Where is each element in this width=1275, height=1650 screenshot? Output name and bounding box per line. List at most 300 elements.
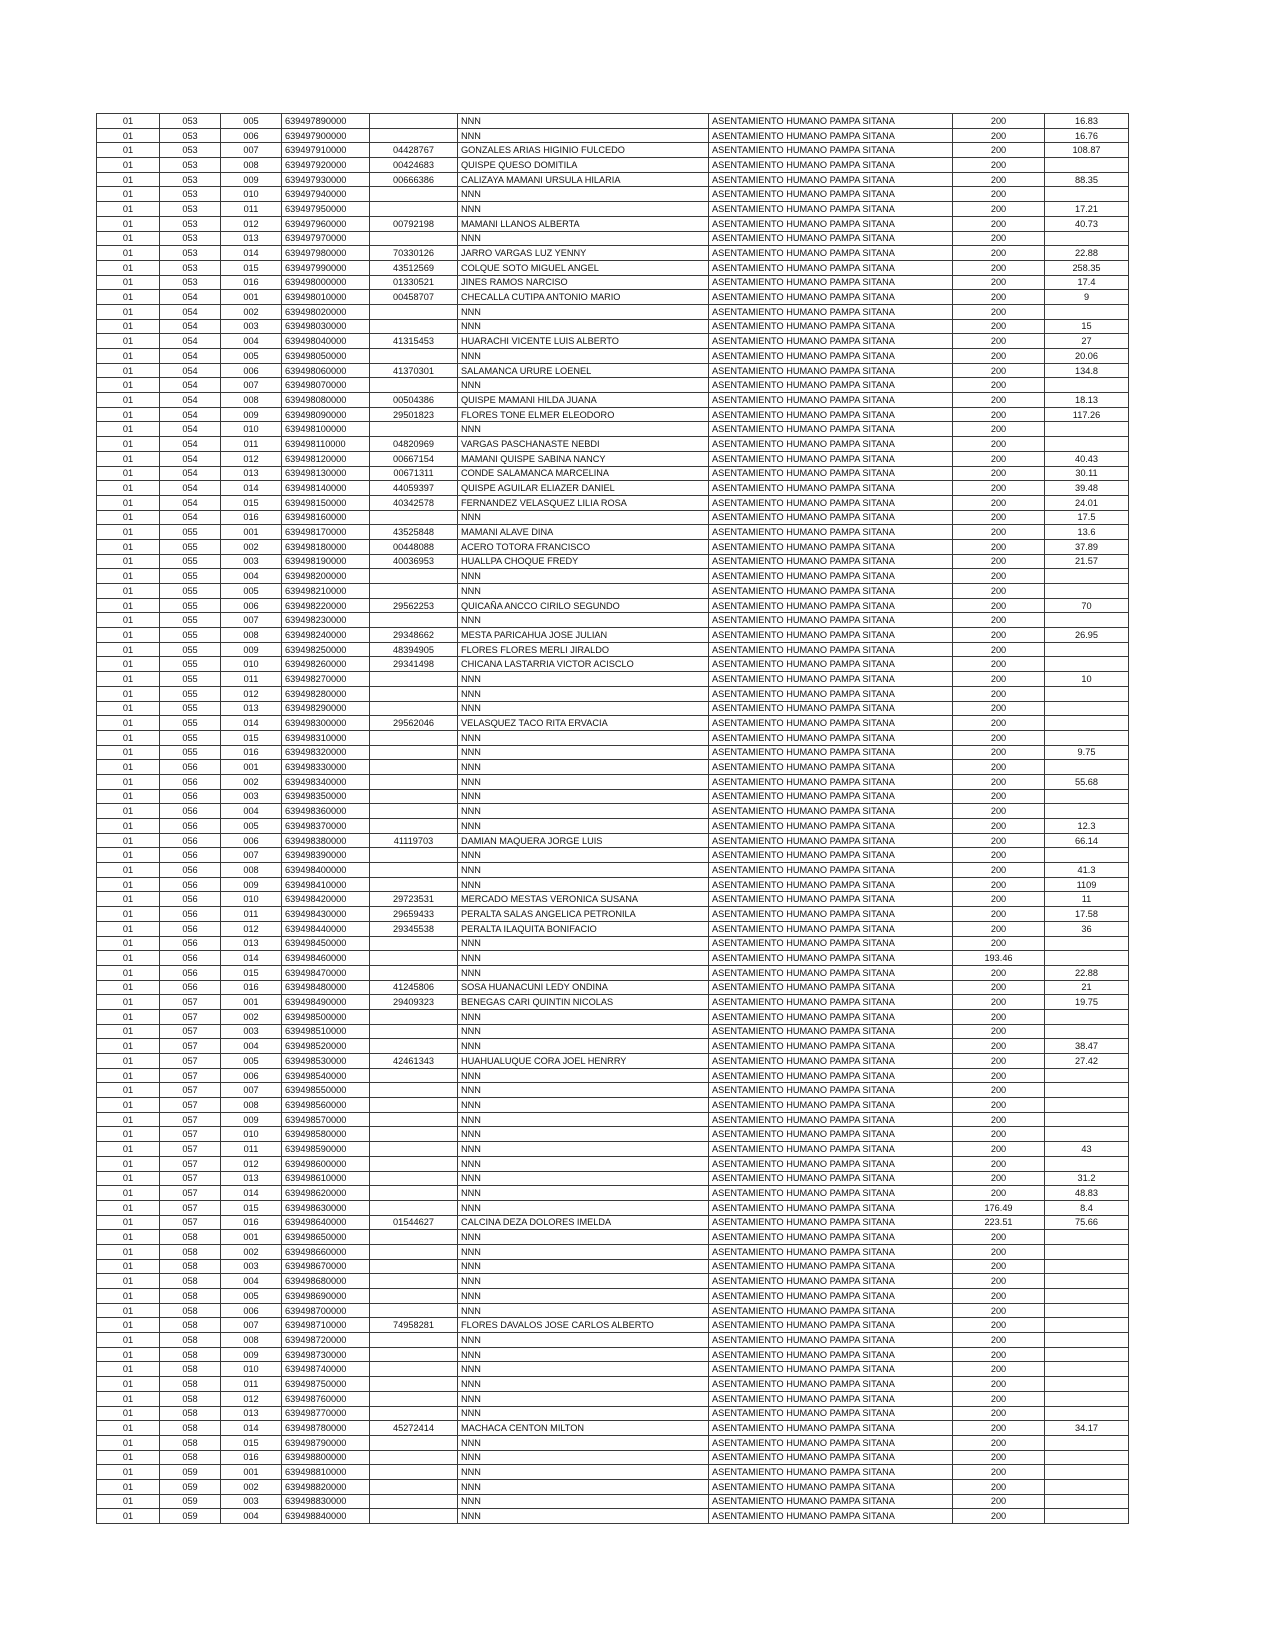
cell-area: 200 [953,481,1045,496]
cell-code: 639498600000 [282,1156,370,1171]
table-row [97,804,1129,819]
cell-code: 639498230000 [282,613,370,628]
cell-lot: 011 [221,437,282,452]
cell-address: ASENTAMIENTO HUMANO PAMPA SITANA [709,1303,953,1318]
cell-area: 200 [953,613,1045,628]
cell-dept: 01 [97,1112,160,1127]
cell-code: 639497920000 [282,158,370,173]
cell-dept: 01 [97,1435,160,1450]
cell-built-area [1045,686,1129,701]
cell-dept: 01 [97,569,160,584]
cell-dept: 01 [97,686,160,701]
cell-code: 639498520000 [282,1039,370,1054]
cell-sector: 057 [160,1186,221,1201]
cell-area: 200 [953,363,1045,378]
cell-owner-name: NNN [458,1142,709,1157]
cell-lot: 007 [221,378,282,393]
cell-dni [370,1347,458,1362]
cell-built-area: 21 [1045,980,1129,995]
cell-dept: 01 [97,951,160,966]
cell-lot: 013 [221,466,282,481]
table-row [97,1186,1129,1201]
cell-lot: 015 [221,965,282,980]
cell-built-area [1045,1112,1129,1127]
cell-dept: 01 [97,202,160,217]
cell-owner-name: NNN [458,1244,709,1259]
cell-dni: 00666386 [370,172,458,187]
cell-owner-name: GONZALES ARIAS HIGINIO FULCEDO [458,143,709,158]
cell-built-area: 27.42 [1045,1054,1129,1069]
cell-owner-name: CHECALLA CUTIPA ANTONIO MARIO [458,290,709,305]
cell-built-area: 55.68 [1045,774,1129,789]
table-row [97,143,1129,158]
cell-area: 193.46 [953,951,1045,966]
cell-owner-name: NNN [458,1406,709,1421]
cell-dni: 04820969 [370,437,458,452]
cell-lot: 012 [221,686,282,701]
cell-sector: 056 [160,804,221,819]
cell-dni [370,877,458,892]
table-row [97,951,1129,966]
cell-lot: 010 [221,1362,282,1377]
cell-dept: 01 [97,1333,160,1348]
cell-sector: 056 [160,951,221,966]
cell-owner-name: NNN [458,848,709,863]
table-body [97,114,1129,1524]
cell-owner-name: NNN [458,774,709,789]
cell-address: ASENTAMIENTO HUMANO PAMPA SITANA [709,921,953,936]
cell-dept: 01 [97,921,160,936]
cell-code: 639498240000 [282,628,370,643]
cell-code: 639498810000 [282,1465,370,1480]
table-row [97,980,1129,995]
cell-sector: 059 [160,1479,221,1494]
cell-address: ASENTAMIENTO HUMANO PAMPA SITANA [709,1112,953,1127]
cell-sector: 056 [160,819,221,834]
cell-code: 639498020000 [282,304,370,319]
cell-lot: 004 [221,334,282,349]
cell-address: ASENTAMIENTO HUMANO PAMPA SITANA [709,231,953,246]
cell-lot: 009 [221,642,282,657]
cell-sector: 055 [160,525,221,540]
cell-built-area [1045,1098,1129,1113]
cell-area: 200 [953,260,1045,275]
cell-address: ASENTAMIENTO HUMANO PAMPA SITANA [709,598,953,613]
table-row [97,686,1129,701]
cell-code: 639498260000 [282,657,370,672]
cell-area: 200 [953,1259,1045,1274]
cell-address: ASENTAMIENTO HUMANO PAMPA SITANA [709,1024,953,1039]
cell-code: 639498420000 [282,892,370,907]
cell-built-area [1045,1509,1129,1524]
table-row [97,1024,1129,1039]
cell-built-area: 40.73 [1045,216,1129,231]
cell-code: 639497890000 [282,114,370,129]
cell-owner-name: HUARACHI VICENTE LUIS ALBERTO [458,334,709,349]
cell-dept: 01 [97,1230,160,1245]
cell-area: 200 [953,495,1045,510]
cell-address: ASENTAMIENTO HUMANO PAMPA SITANA [709,686,953,701]
cell-address: ASENTAMIENTO HUMANO PAMPA SITANA [709,628,953,643]
cell-area: 200 [953,1009,1045,1024]
cell-built-area: 36 [1045,921,1129,936]
table-row [97,246,1129,261]
cell-lot: 016 [221,1450,282,1465]
table-row [97,1259,1129,1274]
cell-lot: 014 [221,246,282,261]
cell-address: ASENTAMIENTO HUMANO PAMPA SITANA [709,965,953,980]
table-row [97,1289,1129,1304]
table-row [97,965,1129,980]
cell-lot: 010 [221,187,282,202]
cell-address: ASENTAMIENTO HUMANO PAMPA SITANA [709,1230,953,1245]
cell-dni [370,319,458,334]
cell-dept: 01 [97,833,160,848]
cell-owner-name: NNN [458,1068,709,1083]
cell-dni [370,819,458,834]
cell-sector: 055 [160,598,221,613]
table-row [97,995,1129,1010]
cell-code: 639498410000 [282,877,370,892]
cell-code: 639498390000 [282,848,370,863]
cell-area: 200 [953,158,1045,173]
cell-code: 639498350000 [282,789,370,804]
cell-owner-name: NNN [458,1171,709,1186]
cell-dept: 01 [97,613,160,628]
cell-dni [370,510,458,525]
cell-address: ASENTAMIENTO HUMANO PAMPA SITANA [709,819,953,834]
cell-dept: 01 [97,1083,160,1098]
table-row [97,936,1129,951]
cell-lot: 002 [221,1479,282,1494]
cell-code: 639498080000 [282,393,370,408]
cell-built-area: 17.4 [1045,275,1129,290]
cell-address: ASENTAMIENTO HUMANO PAMPA SITANA [709,613,953,628]
cell-code: 639498040000 [282,334,370,349]
cell-dni [370,951,458,966]
cell-dept: 01 [97,246,160,261]
cell-code: 639497960000 [282,216,370,231]
cell-code: 639498800000 [282,1450,370,1465]
cell-lot: 016 [221,510,282,525]
table-row [97,613,1129,628]
table-row [97,363,1129,378]
cell-address: ASENTAMIENTO HUMANO PAMPA SITANA [709,863,953,878]
cell-dni [370,231,458,246]
cell-code: 639498660000 [282,1244,370,1259]
cell-code: 639498680000 [282,1274,370,1289]
cell-dni: 44059397 [370,481,458,496]
cell-built-area: 20.06 [1045,349,1129,364]
cell-dept: 01 [97,1009,160,1024]
cell-code: 639498620000 [282,1186,370,1201]
cell-lot: 005 [221,584,282,599]
cell-built-area: 258.35 [1045,260,1129,275]
cell-owner-name: NNN [458,672,709,687]
cell-code: 639498590000 [282,1142,370,1157]
cell-owner-name: NNN [458,819,709,834]
cell-owner-name: NNN [458,510,709,525]
cell-dept: 01 [97,892,160,907]
cell-code: 639497980000 [282,246,370,261]
table-row [97,848,1129,863]
cell-area: 200 [953,965,1045,980]
cell-sector: 056 [160,892,221,907]
cell-owner-name: NNN [458,1465,709,1480]
cell-sector: 058 [160,1289,221,1304]
table-row [97,422,1129,437]
cell-dni [370,1509,458,1524]
cell-built-area: 17.5 [1045,510,1129,525]
cell-lot: 016 [221,275,282,290]
cell-area: 200 [953,1406,1045,1421]
cell-dept: 01 [97,848,160,863]
cell-address: ASENTAMIENTO HUMANO PAMPA SITANA [709,378,953,393]
cell-owner-name: QUICAÑA ANCCO CIRILO SEGUNDO [458,598,709,613]
cell-dni: 41119703 [370,833,458,848]
cell-area: 200 [953,422,1045,437]
cell-built-area [1045,1465,1129,1480]
cell-dept: 01 [97,657,160,672]
cell-area: 200 [953,1494,1045,1509]
cell-lot: 004 [221,1039,282,1054]
cell-code: 639498630000 [282,1200,370,1215]
cell-sector: 053 [160,114,221,129]
cell-dept: 01 [97,760,160,775]
cell-dni: 40342578 [370,495,458,510]
cell-sector: 055 [160,657,221,672]
cell-lot: 003 [221,554,282,569]
cell-area: 200 [953,995,1045,1010]
cell-lot: 010 [221,422,282,437]
cell-area: 200 [953,1289,1045,1304]
table-row [97,1274,1129,1289]
cell-built-area: 134.8 [1045,363,1129,378]
cell-area: 200 [953,1333,1045,1348]
cell-lot: 016 [221,1215,282,1230]
cell-owner-name: CONDE SALAMANCA MARCELINA [458,466,709,481]
cell-built-area [1045,422,1129,437]
cell-lot: 006 [221,598,282,613]
cell-lot: 003 [221,1494,282,1509]
cell-dept: 01 [97,1274,160,1289]
cell-sector: 059 [160,1509,221,1524]
cell-dept: 01 [97,672,160,687]
cell-sector: 053 [160,128,221,143]
cell-code: 639498290000 [282,701,370,716]
cell-lot: 009 [221,407,282,422]
cell-owner-name: NNN [458,1156,709,1171]
cell-lot: 013 [221,231,282,246]
cell-dept: 01 [97,1347,160,1362]
cell-code: 639497950000 [282,202,370,217]
cell-owner-name: QUISPE AGUILAR ELIAZER DANIEL [458,481,709,496]
cell-code: 639498000000 [282,275,370,290]
cell-area: 200 [953,877,1045,892]
cell-address: ASENTAMIENTO HUMANO PAMPA SITANA [709,510,953,525]
cell-dni [370,1465,458,1480]
cell-sector: 056 [160,965,221,980]
cell-dept: 01 [97,539,160,554]
cell-address: ASENTAMIENTO HUMANO PAMPA SITANA [709,995,953,1010]
cell-code: 639498030000 [282,319,370,334]
cell-dni: 29562253 [370,598,458,613]
cell-dni [370,1200,458,1215]
cell-address: ASENTAMIENTO HUMANO PAMPA SITANA [709,892,953,907]
cell-address: ASENTAMIENTO HUMANO PAMPA SITANA [709,349,953,364]
cell-owner-name: NNN [458,1009,709,1024]
cell-area: 200 [953,304,1045,319]
cell-lot: 015 [221,1200,282,1215]
cell-area: 200 [953,863,1045,878]
cell-dept: 01 [97,642,160,657]
cell-built-area: 40.43 [1045,451,1129,466]
cell-sector: 057 [160,1156,221,1171]
table-row [97,1494,1129,1509]
cell-address: ASENTAMIENTO HUMANO PAMPA SITANA [709,936,953,951]
cell-owner-name: MESTA PARICAHUA JOSE JULIAN [458,628,709,643]
cell-area: 200 [953,1377,1045,1392]
table-row [97,716,1129,731]
cell-sector: 055 [160,613,221,628]
cell-owner-name: MERCADO MESTAS VERONICA SUSANA [458,892,709,907]
cell-address: ASENTAMIENTO HUMANO PAMPA SITANA [709,290,953,305]
cell-lot: 013 [221,701,282,716]
cell-address: ASENTAMIENTO HUMANO PAMPA SITANA [709,525,953,540]
cell-code: 639498500000 [282,1009,370,1024]
cell-owner-name: NNN [458,686,709,701]
table-row [97,1244,1129,1259]
cell-address: ASENTAMIENTO HUMANO PAMPA SITANA [709,143,953,158]
cell-address: ASENTAMIENTO HUMANO PAMPA SITANA [709,363,953,378]
cell-owner-name: NNN [458,789,709,804]
table-row [97,657,1129,672]
cell-built-area: 37.89 [1045,539,1129,554]
cell-built-area [1045,1479,1129,1494]
cell-dept: 01 [97,877,160,892]
table-row [97,539,1129,554]
cell-dept: 01 [97,334,160,349]
cell-address: ASENTAMIENTO HUMANO PAMPA SITANA [709,1435,953,1450]
cell-dept: 01 [97,774,160,789]
table-row [97,1347,1129,1362]
cell-sector: 053 [160,172,221,187]
table-row [97,863,1129,878]
cell-built-area [1045,936,1129,951]
cell-area: 200 [953,231,1045,246]
cell-dept: 01 [97,1479,160,1494]
cell-owner-name: NNN [458,936,709,951]
cell-built-area: 30.11 [1045,466,1129,481]
cell-built-area: 1109 [1045,877,1129,892]
cell-owner-name: NNN [458,1435,709,1450]
cell-code: 639498320000 [282,745,370,760]
cell-code: 639498280000 [282,686,370,701]
cell-address: ASENTAMIENTO HUMANO PAMPA SITANA [709,789,953,804]
cell-dni [370,1098,458,1113]
cell-dni: 45272414 [370,1421,458,1436]
cell-area: 200 [953,1142,1045,1157]
cell-address: ASENTAMIENTO HUMANO PAMPA SITANA [709,1200,953,1215]
cell-owner-name: NNN [458,1127,709,1142]
cell-sector: 057 [160,1068,221,1083]
cell-address: ASENTAMIENTO HUMANO PAMPA SITANA [709,1450,953,1465]
cell-owner-name: NNN [458,1509,709,1524]
cell-sector: 054 [160,481,221,496]
cell-dept: 01 [97,304,160,319]
cell-built-area: 12.3 [1045,819,1129,834]
cell-dni: 41315453 [370,334,458,349]
cell-lot: 011 [221,1142,282,1157]
cell-address: ASENTAMIENTO HUMANO PAMPA SITANA [709,451,953,466]
cell-owner-name: NNN [458,701,709,716]
cell-sector: 058 [160,1391,221,1406]
cell-dept: 01 [97,980,160,995]
cell-dept: 01 [97,1024,160,1039]
table-row [97,202,1129,217]
cell-owner-name: NNN [458,422,709,437]
cell-dni: 00458707 [370,290,458,305]
cell-dni: 00504386 [370,393,458,408]
cell-owner-name: DAMIAN MAQUERA JORGE LUIS [458,833,709,848]
cell-area: 200 [953,334,1045,349]
table-row [97,378,1129,393]
cell-sector: 056 [160,980,221,995]
cell-dept: 01 [97,407,160,422]
cell-sector: 054 [160,407,221,422]
cell-code: 639498540000 [282,1068,370,1083]
cell-dni [370,701,458,716]
cell-built-area: 16.83 [1045,114,1129,129]
table-row [97,1230,1129,1245]
cell-dni [370,114,458,129]
table-row [97,510,1129,525]
cell-dept: 01 [97,1127,160,1142]
table-row [97,1362,1129,1377]
cell-address: ASENTAMIENTO HUMANO PAMPA SITANA [709,1362,953,1377]
cell-dept: 01 [97,1200,160,1215]
cell-dni [370,1450,458,1465]
cell-address: ASENTAMIENTO HUMANO PAMPA SITANA [709,1289,953,1304]
cell-area: 200 [953,539,1045,554]
cell-area: 200 [953,833,1045,848]
cell-built-area [1045,1450,1129,1465]
cell-sector: 054 [160,378,221,393]
cell-owner-name: NNN [458,1494,709,1509]
cell-lot: 008 [221,863,282,878]
cell-dept: 01 [97,290,160,305]
cell-code: 639498010000 [282,290,370,305]
cell-lot: 011 [221,1377,282,1392]
cell-dept: 01 [97,1215,160,1230]
cell-dni [370,1494,458,1509]
cell-address: ASENTAMIENTO HUMANO PAMPA SITANA [709,584,953,599]
cell-lot: 002 [221,1244,282,1259]
cell-built-area: 17.21 [1045,202,1129,217]
cell-lot: 016 [221,745,282,760]
cell-lot: 008 [221,393,282,408]
table-row [97,1391,1129,1406]
cell-area: 200 [953,1112,1045,1127]
cell-area: 200 [953,907,1045,922]
cell-dept: 01 [97,701,160,716]
cell-built-area: 16.76 [1045,128,1129,143]
table-row [97,1054,1129,1069]
cell-sector: 058 [160,1230,221,1245]
cell-address: ASENTAMIENTO HUMANO PAMPA SITANA [709,554,953,569]
cell-dept: 01 [97,1465,160,1480]
cell-dni [370,422,458,437]
